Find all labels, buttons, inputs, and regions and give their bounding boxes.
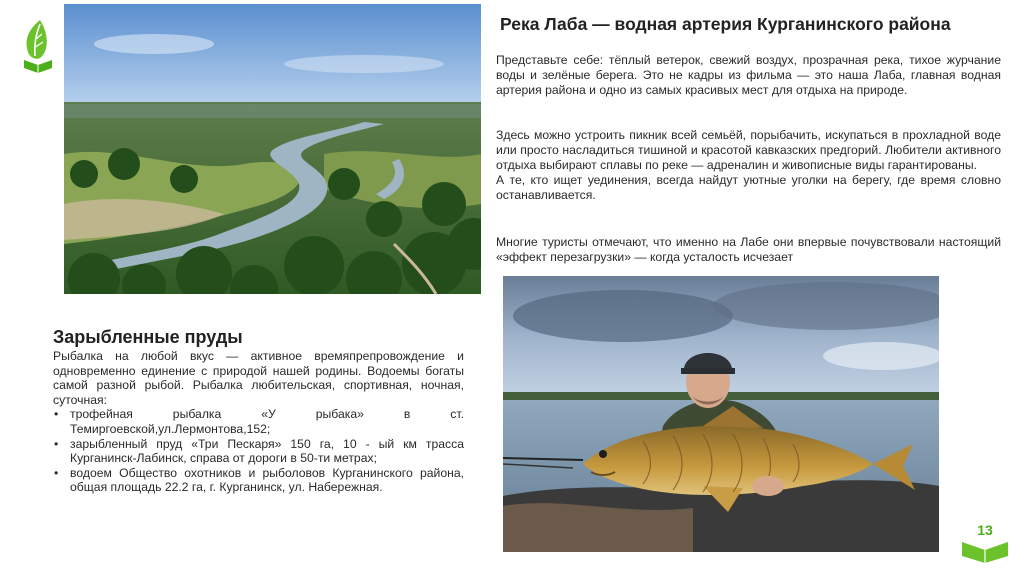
page-number: 13 xyxy=(977,522,993,538)
activities-paragraph xyxy=(496,128,1001,203)
logo xyxy=(18,18,58,76)
list-item xyxy=(53,466,464,495)
bullet-icon: • xyxy=(54,436,59,451)
river-aerial-photo xyxy=(64,4,481,294)
green-leaf-book-logo-icon xyxy=(18,18,58,76)
ponds-section xyxy=(53,349,464,495)
activities-text: Здесь можно устроить пикник всей семьёй, порыбачить, искупаться в прохладной воде или просто насладиться тишиной и красотой кавказских предгорий. Любители активного отдыха выбирают сплавы по реке — адреналин и живописные виды гарантированы. xyxy=(496,128,1001,173)
list-item xyxy=(53,407,464,436)
solitude-text: А те, кто ищет уединения, всегда найдут уютные уголки на берегу, где время словно останавливается. xyxy=(496,173,1001,203)
bullet-icon: • xyxy=(54,465,59,480)
list-item-text: водоем Общество охотников и рыболовов Курганинского района, общая площадь 22.2 га, г. Курганинск, ул. Набережная. xyxy=(70,465,464,495)
fisherman-carp-photo xyxy=(503,276,939,552)
page-number-badge xyxy=(960,518,1010,564)
tourists-paragraph: Многие туристы отмечают, что именно на Лабе они впервые почувствовали настоящий «эффект перезагрузки» — когда усталость исчезает xyxy=(496,235,1001,265)
ponds-list xyxy=(53,407,464,495)
section-heading: Зарыбленные пруды xyxy=(53,327,243,347)
list-item-text: зарыбленный пруд «Три Пескаря» 150 га, 10 - ый км трасса Курганинск-Лабинск, справа от дороги в 50-ти метрах; xyxy=(70,436,464,466)
page-title: Река Лаба — водная артерия Курганинского района xyxy=(500,14,951,34)
list-item-text: трофейная рыбалка «У рыбака» в ст. Темиргоевской,ул.Лермонтова,152; xyxy=(70,407,464,436)
intro-paragraph: Представьте себе: тёплый ветерок, свежий воздух, прозрачная река, тихое журчание воды и зелёные берега. Это не кадры из фильма — это наша Лаба, главная водная артерия района и одно из самых красивых мест для отдыха на природе. xyxy=(496,53,1001,98)
ponds-intro: Рыбалка на любой вкус — активное времяпрепровождение и одновременно единение с природой нашей родины. Водоемы богаты самой разной рыбой. Рыбалка любительская, спортивная, ночная, суточная: xyxy=(53,349,464,407)
bullet-icon: • xyxy=(54,407,59,422)
list-item xyxy=(53,437,464,466)
